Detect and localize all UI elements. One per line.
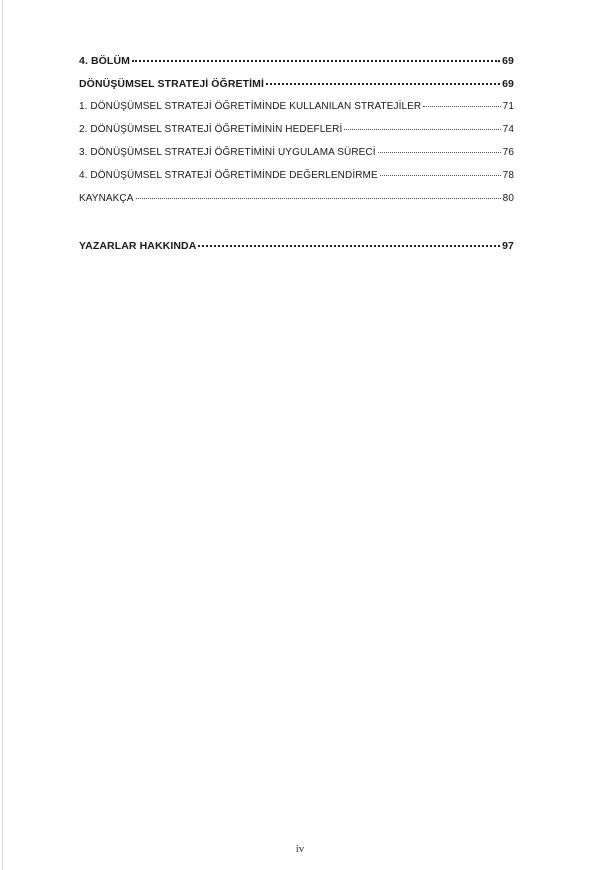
toc-spacer <box>79 216 514 240</box>
dot-leader <box>266 83 500 85</box>
toc-entry-chapter-title <box>79 78 514 101</box>
dot-leader <box>378 152 501 153</box>
toc-entry-section-1 <box>79 101 514 124</box>
toc-entry-chapter-4 <box>79 55 514 78</box>
toc-entry-page: 69 <box>502 55 514 67</box>
dot-leader <box>423 106 500 107</box>
toc-entry-references <box>79 193 514 216</box>
dot-leader <box>380 175 501 176</box>
toc-entry-label: 4. DÖNÜŞÜMSEL STRATEJİ ÖĞRETİMİNDE DEĞERLENDİRME <box>79 170 378 181</box>
toc-entry-section-2 <box>79 124 514 147</box>
toc-entry-page: 69 <box>502 78 514 90</box>
dot-leader <box>136 198 501 199</box>
toc-entry-label: YAZARLAR HAKKINDA <box>79 240 197 252</box>
dot-leader <box>132 60 500 62</box>
toc-entry-label: 2. DÖNÜŞÜMSEL STRATEJİ ÖĞRETİMİNİN HEDEFLERİ <box>79 124 343 135</box>
toc-entry-label: 3. DÖNÜŞÜMSEL STRATEJİ ÖĞRETİMİNİ UYGULAMA SÜRECİ <box>79 147 376 158</box>
toc-entry-label: 4. BÖLÜM <box>79 55 130 67</box>
toc-entry-page: 71 <box>502 101 514 112</box>
toc-entry-page: 97 <box>502 240 514 252</box>
toc-entry-section-4 <box>79 170 514 193</box>
toc-entry-section-3 <box>79 147 514 170</box>
toc-entry-page: 78 <box>502 170 514 181</box>
toc-entry-label: KAYNAKÇA <box>79 193 134 204</box>
toc-entry-authors <box>79 240 514 263</box>
toc-entry-label: 1. DÖNÜŞÜMSEL STRATEJİ ÖĞRETİMİNDE KULLANILAN STRATEJİLER <box>79 101 422 112</box>
page-edge <box>2 0 3 870</box>
dot-leader <box>198 245 500 247</box>
toc-entry-label: DÖNÜŞÜMSEL STRATEJİ ÖĞRETİMİ <box>79 78 265 90</box>
toc-entry-page: 80 <box>502 193 514 204</box>
toc-entry-page: 76 <box>502 147 514 158</box>
page-number: iv <box>295 843 305 855</box>
table-of-contents <box>79 55 514 263</box>
dot-leader <box>344 129 500 130</box>
toc-entry-page: 74 <box>502 124 514 135</box>
